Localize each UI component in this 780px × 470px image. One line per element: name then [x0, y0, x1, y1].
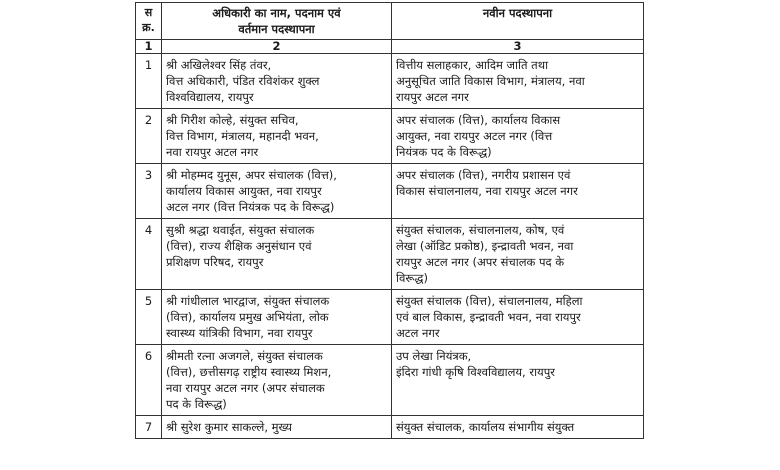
- new-posting-cell: [392, 109, 644, 164]
- table-row: [136, 164, 644, 219]
- officer-line: वित्त अधिकारी, पंडित रविशंकर शुक्ल: [166, 74, 320, 88]
- table-row: [136, 54, 644, 109]
- posting-line: एवं बाल विकास, इन्द्रावती भवन, नवा रायपुर: [396, 310, 581, 324]
- posting-line: संयुक्त संचालक, संचालनालय, कोष, एवं: [396, 223, 565, 237]
- posting-line: नियंत्रक पद के विरूद्ध): [396, 145, 492, 159]
- serial-number-cell: 7: [136, 416, 162, 439]
- officer-line: (वित्त), राज्य शैक्षिक अनुसंधान एवं: [166, 239, 312, 253]
- officer-line: श्री मोहम्मद युनूस, अपर संचालक (वित्त),: [166, 168, 337, 182]
- officer-details-cell: [162, 416, 392, 439]
- header-row: [136, 3, 644, 40]
- posting-line: लेखा (ऑडिट प्रकोष्ठ), इन्द्रावती भवन, नवा: [396, 239, 574, 253]
- table-row: [136, 290, 644, 345]
- table-row: [136, 345, 644, 416]
- officer-details-cell: [162, 109, 392, 164]
- new-posting-cell: [392, 345, 644, 416]
- officer-line: विश्वविद्यालय, रायपुर: [166, 90, 254, 104]
- officer-line: श्रीमती रत्ना अजगले, संयुक्त संचालक: [166, 349, 323, 363]
- officer-line: नवा रायपुर अटल नगर (अपर संचालक: [166, 381, 325, 395]
- officer-line: स्वास्थ्य यांत्रिकी विभाग, नवा रायपुर: [166, 326, 313, 340]
- officer-line: (वित्त), छत्तीसगढ़ राष्ट्रीय स्वास्थ्य मिशन,: [166, 365, 332, 379]
- column-number-row: [136, 40, 644, 54]
- new-posting-cell: [392, 416, 644, 439]
- serial-number-header: [136, 3, 162, 40]
- officer-line: नवा रायपुर अटल नगर: [166, 145, 259, 159]
- posting-line: वित्तीय सलाहकार, आदिम जाति तथा: [396, 58, 549, 72]
- officer-details-cell: [162, 345, 392, 416]
- officer-line: पद के विरूद्ध): [166, 397, 227, 411]
- table-row: [136, 416, 644, 439]
- posting-line: अपर संचालक (वित्त), कार्यालय विकास: [396, 113, 561, 127]
- new-posting-cell: [392, 54, 644, 109]
- column-number: 1: [136, 40, 162, 54]
- column-number: 3: [392, 40, 644, 54]
- officer-line: प्रशिक्षण परिषद, रायपुर: [166, 255, 264, 269]
- posting-line: रायपुर अटल नगर: [396, 90, 469, 104]
- serial-number-cell: 3: [136, 164, 162, 219]
- officer-details-header: [162, 3, 392, 40]
- officer-line: श्री अखिलेश्वर सिंह तंवर,: [166, 58, 272, 72]
- new-posting-cell: [392, 164, 644, 219]
- officer-details-cell: [162, 219, 392, 290]
- table-row: [136, 219, 644, 290]
- posting-line: रायपुर अटल नगर (अपर संचालक पद के: [396, 255, 565, 269]
- posting-line: आयुक्त, नवा रायपुर अटल नगर (वित्त: [396, 129, 553, 143]
- new-posting-header: नवीन पदस्थापना: [392, 3, 644, 40]
- officer-line: श्री सुरेश कुमार साकल्ले, मुख्य: [166, 420, 292, 434]
- posting-line: उप लेखा नियंत्रक,: [396, 349, 472, 363]
- serial-number-cell: 6: [136, 345, 162, 416]
- posting-line: अनुसूचित जाति विकास विभाग, मंत्रालय, नवा: [396, 74, 585, 88]
- table-row: [136, 109, 644, 164]
- new-posting-cell: [392, 219, 644, 290]
- officer-details-cell: [162, 164, 392, 219]
- posting-line: अपर संचालक (वित्त), नगरीय प्रशासन एवं: [396, 168, 571, 182]
- posting-line: संयुक्त संचालक (वित्त), संचालनालय, महिला: [396, 294, 583, 308]
- serial-number-cell: 2: [136, 109, 162, 164]
- serial-number-cell: 1: [136, 54, 162, 109]
- officer-line: कार्यालय विकास आयुक्त, नवा रायपुर: [166, 184, 322, 198]
- officer-line: श्री गिरीश कोल्हे, संयुक्त सचिव,: [166, 113, 299, 127]
- officer-line: सुश्री श्रद्धा थवाईत, संयुक्त संचालक: [166, 223, 315, 237]
- officer-header-line-2: वर्तमान पदस्थापना: [238, 22, 315, 36]
- officer-line: (वित्त), कार्यालय प्रमुख अभियंता, लोक: [166, 310, 329, 324]
- posting-line: संयुक्त संचालक, कार्यालय संभागीय संयुक्त: [396, 420, 575, 434]
- transfer-order-table: [135, 2, 644, 439]
- serial-header-line-1: स: [144, 6, 153, 19]
- officer-line: अटल नगर (वित्त नियंत्रक पद के विरूद्ध): [166, 200, 335, 214]
- posting-line: विरूद्ध): [396, 271, 428, 285]
- serial-header-line-2: क्र.: [142, 21, 155, 34]
- serial-number-cell: 5: [136, 290, 162, 345]
- officer-details-cell: [162, 54, 392, 109]
- posting-line: अटल नगर: [396, 326, 440, 340]
- officer-header-line-1: अधिकारी का नाम, पदनाम एवं: [212, 6, 341, 20]
- column-number: 2: [162, 40, 392, 54]
- new-posting-cell: [392, 290, 644, 345]
- officer-details-cell: [162, 290, 392, 345]
- posting-line: इंदिरा गांधी कृषि विश्वविद्यालय, रायपुर: [396, 365, 555, 379]
- officer-line: श्री गांधीलाल भारद्वाज, संयुक्त संचालक: [166, 294, 330, 308]
- officer-line: वित्त विभाग, मंत्रालय, महानदी भवन,: [166, 129, 319, 143]
- serial-number-cell: 4: [136, 219, 162, 290]
- posting-line: विकास संचालनालय, नवा रायपुर अटल नगर: [396, 184, 578, 198]
